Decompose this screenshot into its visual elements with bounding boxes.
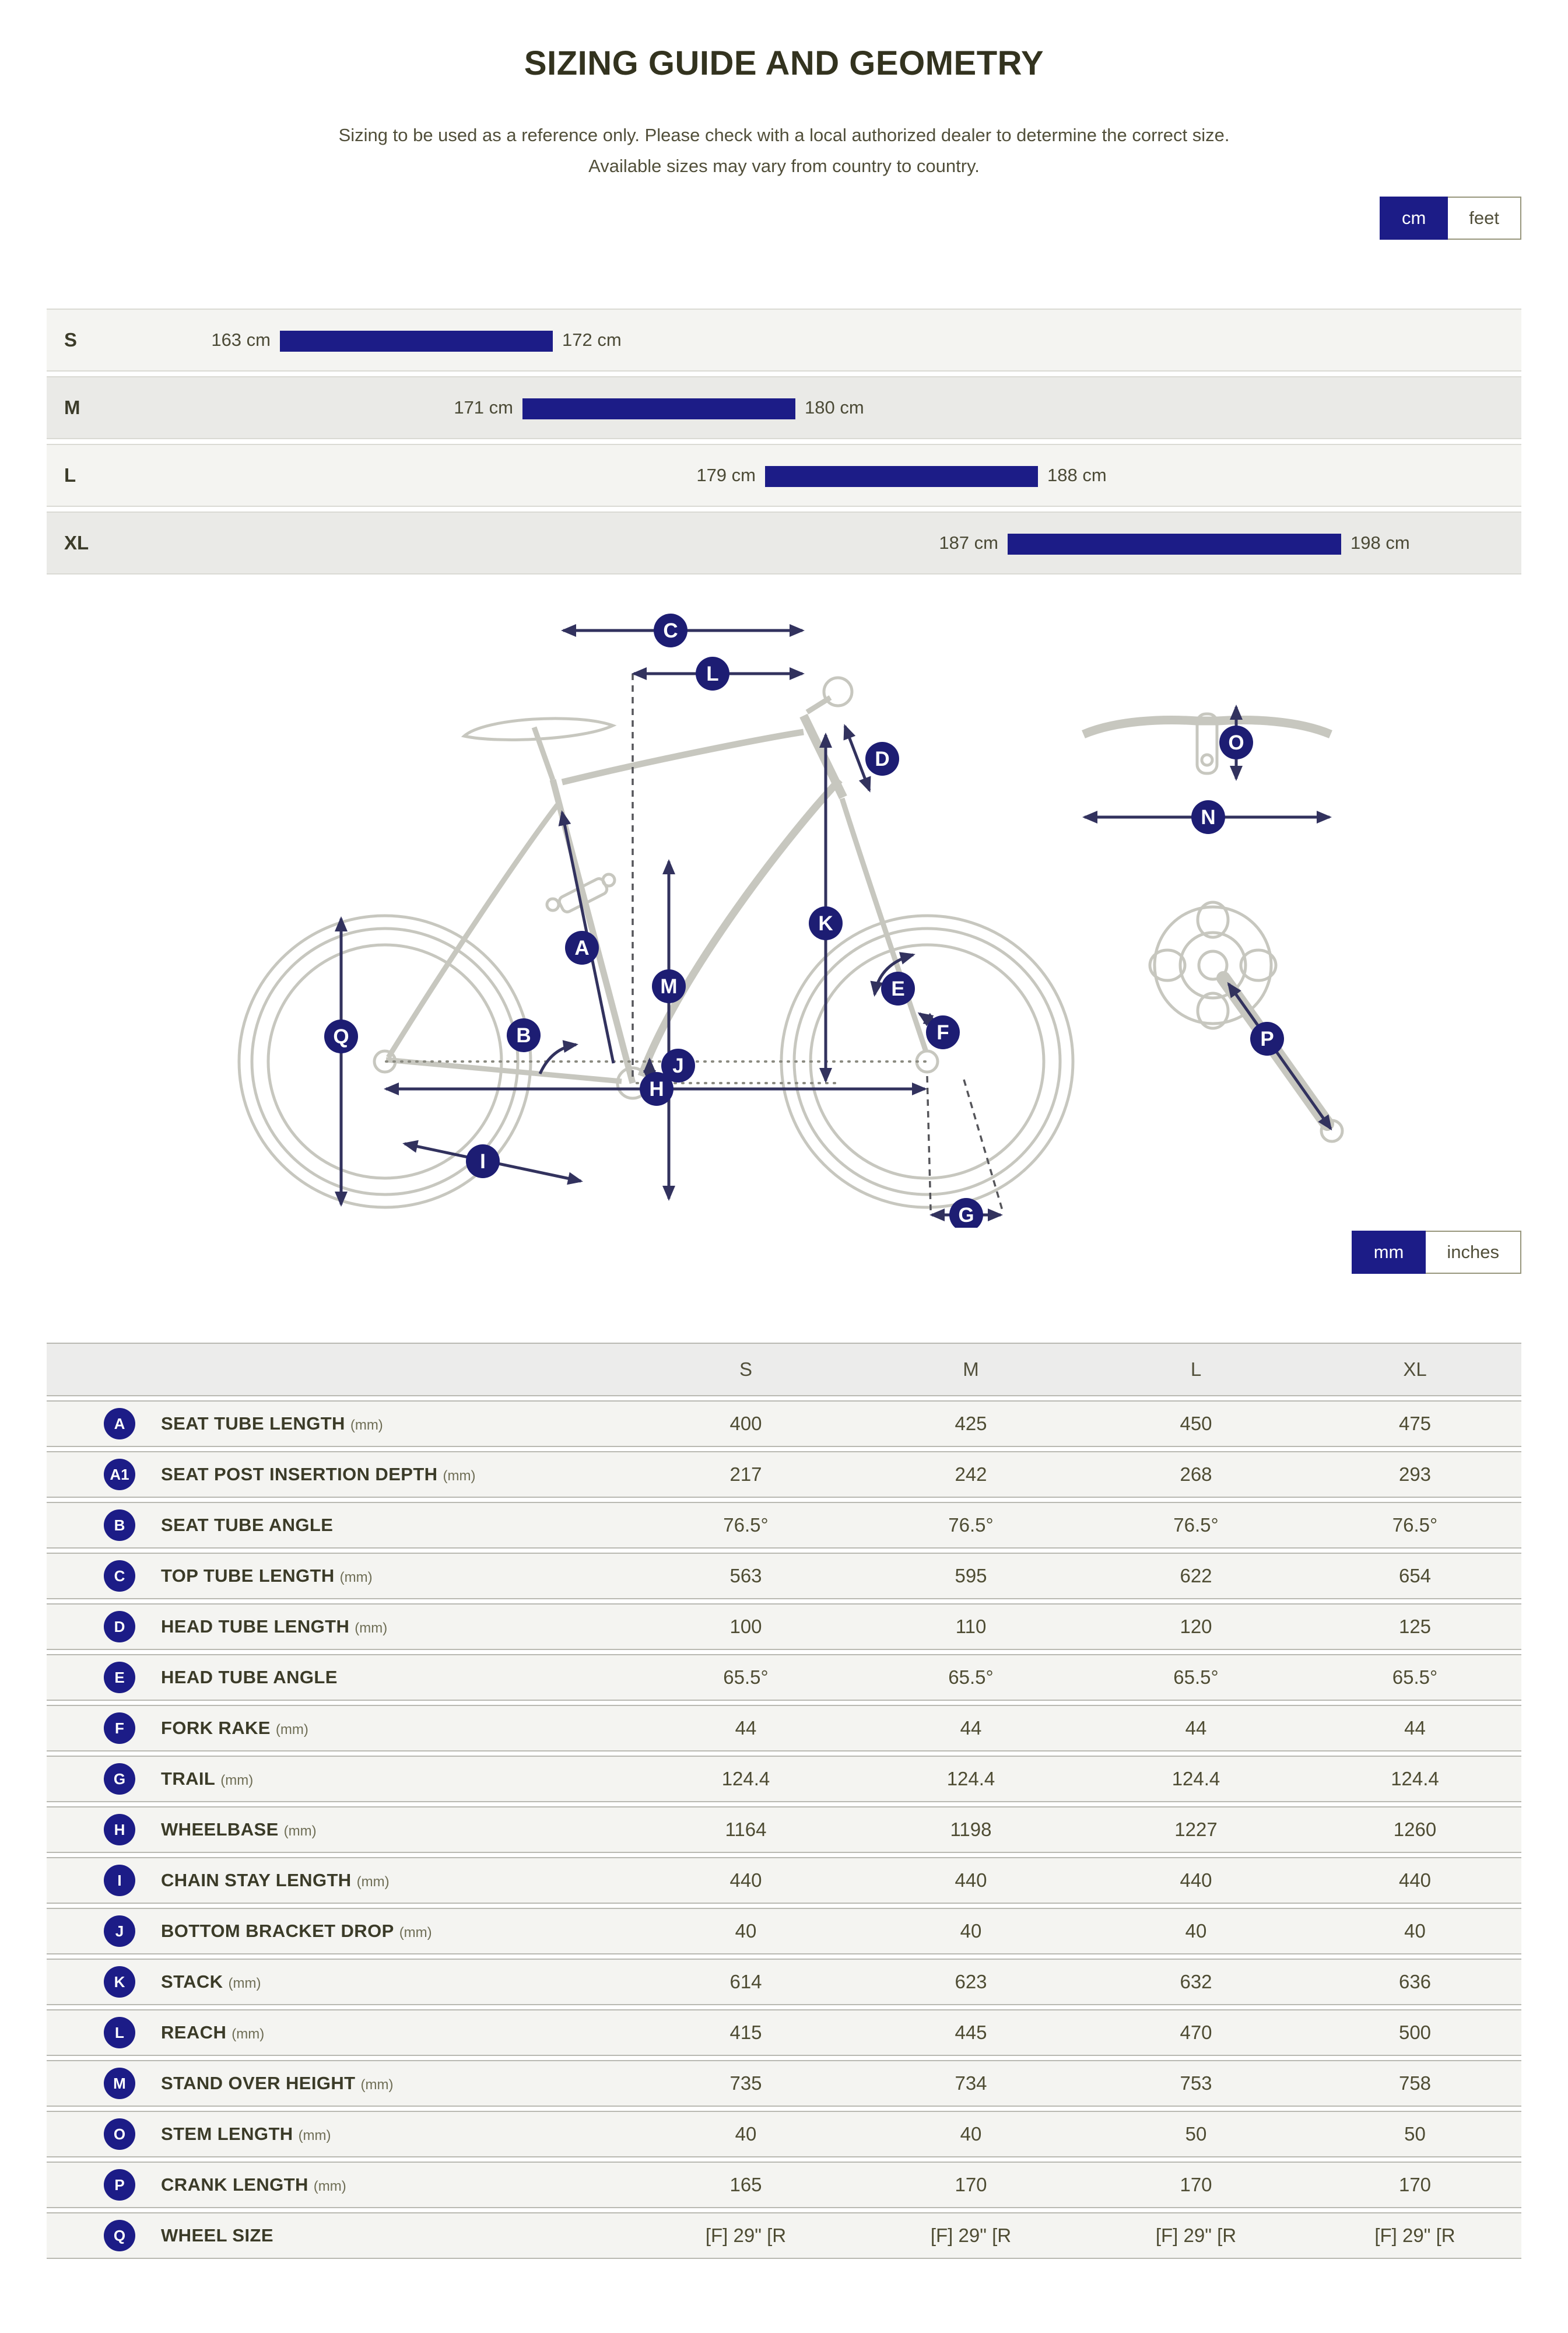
cell-value-s: 124.4 [721, 1768, 770, 1790]
row-label: REACH (mm) [161, 2022, 265, 2043]
diagram-label-o [1219, 726, 1253, 759]
height-unit-toggle [1380, 197, 1521, 240]
cell-value-m: 76.5° [948, 1514, 994, 1536]
column-header-l: L [1190, 1358, 1202, 1381]
svg-text:K: K [818, 912, 833, 936]
cell-value-xl: 125 [1398, 1616, 1432, 1638]
cell-value-xl: 293 [1398, 1463, 1432, 1486]
diagram-label-j [661, 1049, 695, 1083]
bar-max-label: 180 cm [805, 397, 864, 418]
table-row [47, 1502, 1521, 1549]
table-row [47, 1959, 1521, 2005]
cell-value-m: 65.5° [948, 1666, 994, 1689]
row-label-cell [47, 2017, 633, 2048]
svg-text:B: B [516, 1024, 531, 1048]
row-badge: K [104, 1966, 135, 1998]
fork [842, 798, 926, 1052]
cell-value-l: 40 [1185, 1920, 1207, 1942]
row-label: SEAT TUBE LENGTH (mm) [161, 1413, 383, 1434]
row-badge: B [104, 1509, 135, 1541]
cell-value-xl: [F] 29" [R [1374, 2225, 1455, 2247]
column-header-m: M [963, 1358, 979, 1381]
svg-text:F: F [936, 1021, 949, 1045]
cell-value-l: 470 [1180, 2022, 1212, 2044]
bar-min-label: 171 cm [454, 397, 513, 418]
cell-value-l: 170 [1180, 2174, 1212, 2196]
row-label-cell [47, 1966, 633, 1998]
svg-text:O: O [1228, 731, 1244, 755]
row-label: FORK RAKE (mm) [161, 1718, 308, 1739]
height-unit-toggle-row [47, 197, 1521, 240]
row-badge: Q [104, 2220, 135, 2251]
cell-value-s: 40 [735, 1920, 757, 1942]
diagram-label-g [949, 1198, 983, 1228]
svg-text:I: I [480, 1150, 486, 1173]
geometry-diagram [204, 586, 1521, 1231]
row-label: STEM LENGTH (mm) [161, 2124, 331, 2145]
cell-value-m: 440 [955, 1869, 987, 1891]
diagram-label-p [1250, 1022, 1284, 1056]
table-row [47, 1705, 1521, 1751]
geometry-table [47, 1343, 1521, 2259]
row-label: STACK (mm) [161, 1971, 261, 1992]
cell-value-s: 217 [729, 1463, 762, 1486]
cell-value-m: 44 [960, 1717, 982, 1739]
cell-value-xl: 76.5° [1392, 1514, 1438, 1536]
cell-value-s: [F] 29" [R [705, 2225, 787, 2247]
row-label-cell [47, 2068, 633, 2099]
cell-value-m: 40 [960, 2123, 982, 2145]
cell-value-m: 1198 [950, 1819, 992, 1841]
row-badge: P [104, 2169, 135, 2201]
row-badge: J [104, 1915, 135, 1947]
row-label-cell [47, 1662, 633, 1693]
row-badge: H [104, 1814, 135, 1845]
table-header-row [47, 1343, 1521, 1396]
cell-value-xl: 654 [1398, 1565, 1432, 1587]
row-badge: A1 [104, 1459, 135, 1490]
cell-value-s: 1164 [725, 1819, 767, 1841]
diagram-label-m [652, 969, 686, 1003]
size-label: XL [64, 532, 89, 554]
column-header-s: S [739, 1358, 752, 1381]
row-label: STAND OVER HEIGHT (mm) [161, 2073, 394, 2094]
diagram-label-l [696, 657, 729, 691]
bar-min-label: 187 cm [939, 533, 998, 554]
row-label: WHEEL SIZE [161, 2225, 273, 2246]
row-label-cell [47, 1712, 633, 1744]
svg-text:C: C [663, 619, 678, 643]
row-label: SEAT POST INSERTION DEPTH (mm) [161, 1464, 476, 1485]
cell-value-l: 1227 [1174, 1819, 1218, 1841]
seat-angle-arc [540, 1045, 576, 1074]
cell-value-xl: 65.5° [1392, 1666, 1438, 1689]
crank-length-arrow [1229, 984, 1331, 1129]
size-label: M [64, 397, 80, 419]
cell-value-l: 76.5° [1173, 1514, 1219, 1536]
height-range-bar [1008, 534, 1341, 555]
svg-text:N: N [1201, 806, 1216, 829]
cell-value-m: 623 [955, 1971, 987, 1993]
table-body [47, 1400, 1521, 2259]
table-row [47, 1451, 1521, 1498]
svg-text:P: P [1260, 1028, 1274, 1051]
diagram-labels [324, 614, 1284, 1228]
table-row [47, 2111, 1521, 2157]
cell-value-m: 445 [955, 2022, 987, 2044]
table-row [47, 2162, 1521, 2208]
bar-max-label: 188 cm [1047, 465, 1107, 486]
svg-text:M: M [660, 975, 678, 999]
height-range-bar [765, 466, 1038, 487]
handlebar-top-view [1083, 714, 1331, 773]
cell-value-m: 110 [955, 1616, 987, 1638]
cell-value-l: 268 [1180, 1463, 1212, 1486]
row-label-cell [47, 2169, 633, 2201]
row-label: CHAIN STAY LENGTH (mm) [161, 1870, 390, 1891]
cell-value-s: 563 [729, 1565, 762, 1587]
table-row [47, 1553, 1521, 1599]
size-label: S [64, 329, 78, 351]
row-label-cell [47, 1459, 633, 1490]
row-badge: L [104, 2017, 135, 2048]
size-row [47, 444, 1521, 507]
cell-value-xl: 440 [1398, 1869, 1432, 1891]
row-label-cell [47, 1408, 633, 1439]
row-label-cell [47, 1915, 633, 1947]
subtitle-line-1: Sizing to be used as a reference only. Please check with a local authorized dealer to determine the correct size. [338, 125, 1230, 145]
cell-value-m: 124.4 [946, 1768, 995, 1790]
table-row [47, 2212, 1521, 2259]
cell-value-xl: 500 [1398, 2022, 1432, 2044]
cell-value-s: 165 [729, 2174, 762, 2196]
svg-text:L: L [706, 663, 719, 686]
cell-value-m: 595 [955, 1565, 987, 1587]
table-row [47, 1400, 1521, 1447]
row-label: HEAD TUBE LENGTH (mm) [161, 1616, 388, 1637]
row-label-cell [47, 1560, 633, 1592]
row-label: BOTTOM BRACKET DROP (mm) [161, 1921, 432, 1942]
cell-value-m: 242 [955, 1463, 987, 1486]
cell-value-xl: 40 [1404, 1920, 1426, 1942]
row-label-cell [47, 1814, 633, 1845]
cell-value-l: 450 [1180, 1413, 1212, 1435]
row-badge: F [104, 1712, 135, 1744]
bike-line-art [239, 678, 1342, 1207]
cell-value-xl: 124.4 [1391, 1768, 1439, 1790]
row-label: WHEELBASE (mm) [161, 1819, 317, 1840]
rider-height-chart [47, 309, 1521, 575]
diagram-label-e [881, 972, 915, 1006]
cell-value-s: 65.5° [723, 1666, 769, 1689]
cell-value-s: 614 [729, 1971, 762, 1993]
geometry-unit-toggle-row [47, 1231, 1521, 1274]
table-row [47, 1908, 1521, 1954]
cell-value-l: 120 [1180, 1616, 1212, 1638]
table-row [47, 2009, 1521, 2056]
cell-value-xl: 44 [1404, 1717, 1426, 1739]
row-label-cell [47, 1763, 633, 1795]
cell-value-xl: 1260 [1393, 1819, 1437, 1841]
row-label-cell [47, 1509, 633, 1541]
cell-value-m: 40 [960, 1920, 982, 1942]
bar-max-label: 198 cm [1350, 533, 1410, 554]
cell-value-xl: 758 [1398, 2072, 1432, 2094]
bar-max-label: 172 cm [562, 330, 622, 351]
cell-value-s: 415 [729, 2022, 762, 2044]
cell-value-xl: 636 [1398, 1971, 1432, 1993]
cell-value-l: 50 [1185, 2123, 1207, 2145]
svg-text:H: H [649, 1078, 664, 1101]
cell-value-l: 622 [1180, 1565, 1212, 1587]
cell-value-m: 734 [955, 2072, 987, 2094]
diagram-label-f [926, 1015, 960, 1049]
diagram-label-a [565, 931, 599, 965]
row-badge: E [104, 1662, 135, 1693]
diagram-label-b [507, 1018, 541, 1052]
svg-text:D: D [875, 748, 890, 771]
cell-value-s: 100 [729, 1616, 762, 1638]
column-header-xl: XL [1403, 1358, 1427, 1381]
cell-value-l: 124.4 [1171, 1768, 1220, 1790]
inches-toggle-button[interactable]: inches [1426, 1231, 1521, 1274]
cell-value-s: 400 [729, 1413, 762, 1435]
cell-value-m: [F] 29" [R [930, 2225, 1012, 2247]
table-row [47, 1603, 1521, 1650]
svg-text:E: E [891, 978, 905, 1001]
cell-value-s: 76.5° [723, 1514, 769, 1536]
size-label: L [64, 464, 76, 486]
table-row [47, 1806, 1521, 1853]
row-label: TOP TUBE LENGTH (mm) [161, 1565, 373, 1586]
bar-min-label: 179 cm [696, 465, 756, 486]
size-row [47, 309, 1521, 372]
page-title: SIZING GUIDE AND GEOMETRY [524, 44, 1044, 82]
row-label: SEAT TUBE ANGLE [161, 1515, 334, 1536]
table-row [47, 1654, 1521, 1701]
svg-text:G: G [958, 1204, 974, 1227]
cell-value-l: 440 [1180, 1869, 1212, 1891]
row-label: HEAD TUBE ANGLE [161, 1667, 338, 1688]
cell-value-xl: 170 [1398, 2174, 1432, 2196]
size-row [47, 376, 1521, 439]
subtitle-line-2: Available sizes may vary from country to country. [588, 155, 980, 176]
row-label: TRAIL (mm) [161, 1768, 254, 1789]
cell-value-l: 44 [1185, 1717, 1207, 1739]
cell-value-m: 170 [955, 2174, 987, 2196]
cell-value-l: 65.5° [1173, 1666, 1219, 1689]
feet-toggle-button[interactable]: feet [1448, 197, 1521, 240]
bike-geometry-drawing [204, 586, 1429, 1228]
table-row [47, 1756, 1521, 1802]
cell-value-l: 632 [1180, 1971, 1212, 1993]
cell-value-xl: 475 [1398, 1413, 1432, 1435]
row-badge: G [104, 1763, 135, 1795]
svg-text:J: J [672, 1055, 684, 1078]
table-row [47, 1857, 1521, 1904]
cell-value-l: 753 [1180, 2072, 1212, 2094]
cell-value-m: 425 [955, 1413, 987, 1435]
diagram-label-k [809, 906, 843, 940]
row-label-cell [47, 1611, 633, 1642]
diagram-label-q [324, 1020, 358, 1053]
row-badge: A [104, 1408, 135, 1439]
row-badge: M [104, 2068, 135, 2099]
page-subtitle [47, 120, 1521, 181]
frame [386, 678, 926, 1098]
cell-value-s: 735 [729, 2072, 762, 2094]
row-label-cell [47, 2118, 633, 2150]
cell-value-s: 44 [735, 1717, 757, 1739]
height-range-bar [522, 398, 795, 419]
row-badge: D [104, 1611, 135, 1642]
cell-value-s: 40 [735, 2123, 757, 2145]
svg-text:Q: Q [333, 1025, 349, 1049]
bar-min-label: 163 cm [211, 330, 271, 351]
svg-text:A: A [574, 937, 590, 960]
diagram-label-i [466, 1144, 500, 1178]
row-label-cell [47, 1865, 633, 1896]
cell-value-l: [F] 29" [R [1155, 2225, 1237, 2247]
diagram-label-d [865, 742, 899, 776]
row-label-cell [47, 2220, 633, 2251]
diagram-label-n [1191, 800, 1225, 834]
diagram-label-c [654, 614, 687, 647]
row-badge: O [104, 2118, 135, 2150]
row-badge: C [104, 1560, 135, 1592]
table-row [47, 2060, 1521, 2107]
geometry-unit-toggle [1352, 1231, 1521, 1274]
handlebar-grip [824, 678, 852, 706]
size-row [47, 512, 1521, 575]
row-label: CRANK LENGTH (mm) [161, 2174, 346, 2195]
mm-toggle-button[interactable]: mm [1352, 1231, 1426, 1274]
cell-value-s: 440 [729, 1869, 762, 1891]
height-range-bar [280, 331, 553, 352]
cm-toggle-button[interactable]: cm [1380, 197, 1448, 240]
cell-value-xl: 50 [1404, 2123, 1426, 2145]
row-badge: I [104, 1865, 135, 1896]
